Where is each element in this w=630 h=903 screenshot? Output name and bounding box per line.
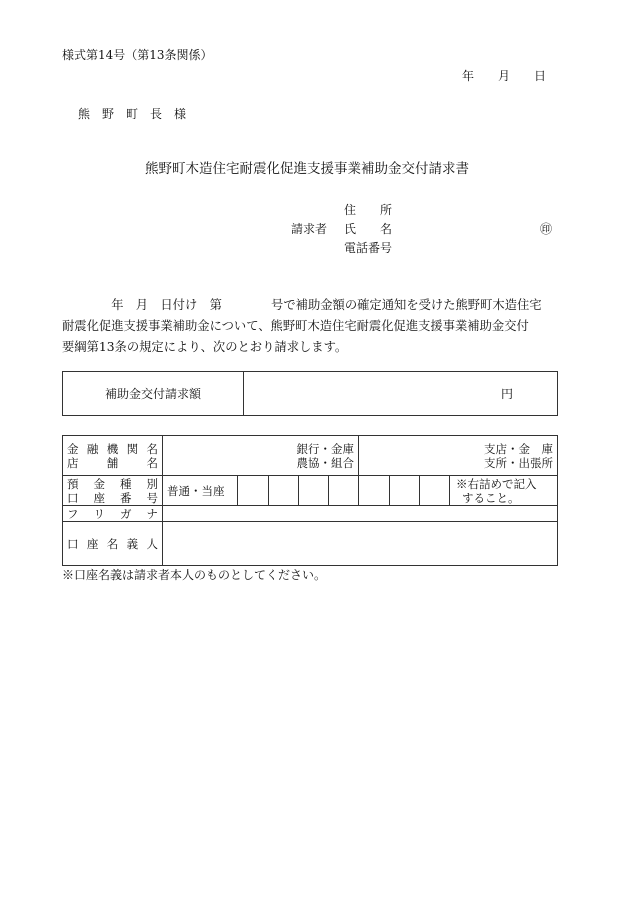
body-paragraph: [62, 295, 562, 358]
addressee: 熊 野 町 長 様: [78, 107, 187, 121]
furigana-field[interactable]: [163, 506, 558, 522]
name-label: 氏 名: [344, 222, 393, 236]
institution-row: [63, 436, 558, 476]
label-char: 名: [146, 455, 158, 470]
account-digit[interactable]: [390, 476, 420, 506]
label-char: 座: [93, 490, 105, 505]
label-char: 金: [93, 476, 105, 491]
label-char: 人: [146, 536, 158, 551]
label-char: 別: [146, 476, 158, 491]
label-char: 口: [67, 536, 79, 551]
label-char: 融: [86, 441, 99, 456]
label-char: フ: [67, 506, 79, 521]
account-digit[interactable]: [299, 476, 329, 506]
bank-name-field[interactable]: 銀行・金庫 農協・組合: [163, 436, 359, 476]
applicant-label: 請求者: [291, 222, 328, 236]
label-char: 義: [126, 536, 139, 551]
label-char: 機: [106, 441, 119, 456]
account-digit[interactable]: [238, 476, 269, 506]
label-char: 金: [67, 441, 79, 456]
account-holder-field[interactable]: [163, 522, 558, 566]
bank-table: [62, 435, 558, 566]
amount-box: [62, 371, 558, 416]
label-char: 預: [67, 476, 79, 491]
body-line: 耐震化促進支援事業補助金について、熊野町木造住宅耐震化促進支援事業補助金交付: [62, 319, 529, 333]
fill-note: ※右詰めで記入 すること。: [450, 476, 558, 506]
branch-name-field[interactable]: 支店・金 庫 支所・出張所: [359, 436, 558, 476]
phone-label: 電話番号: [344, 241, 393, 255]
account-digit[interactable]: [269, 476, 299, 506]
label-char: リ: [93, 506, 105, 521]
deposit-type-field[interactable]: 普通・当座: [163, 476, 238, 506]
label-char: 名: [146, 441, 158, 456]
footnote: ※口座名義は請求者本人のものとしてください。: [62, 568, 327, 582]
label-char: 番: [120, 490, 132, 505]
address-label: 住 所: [344, 203, 393, 217]
label-char: 号: [146, 490, 158, 505]
body-line: 年 月 日付け 第 号で補助金額の確定通知を受けた熊野町木造住宅: [62, 298, 542, 312]
form-number: 様式第14号（第13条関係）: [62, 48, 213, 62]
label-char: 名: [106, 536, 119, 551]
seal-mark: ㊞: [540, 222, 553, 236]
account-digit[interactable]: [420, 476, 450, 506]
label-char: 座: [86, 536, 99, 551]
label-char: 関: [126, 441, 139, 456]
holder-row: [63, 522, 558, 566]
furigana-row: [63, 506, 558, 522]
label-char: 舗: [106, 455, 119, 470]
label-char: ナ: [146, 506, 158, 521]
label-char: 種: [120, 476, 132, 491]
label-char: 口: [67, 490, 79, 505]
account-row: [63, 476, 558, 506]
yen-unit: 円: [500, 387, 513, 401]
body-line: 要綱第13条の規定により、次のとおり請求します。: [62, 340, 348, 354]
page-title: 熊野町木造住宅耐震化促進支援事業補助金交付請求書: [145, 161, 469, 177]
account-digit[interactable]: [359, 476, 390, 506]
amount-label: 補助金交付請求額: [63, 372, 244, 415]
date-line: 年 月 日: [462, 69, 547, 83]
label-char: ガ: [120, 506, 132, 521]
account-digit[interactable]: [329, 476, 359, 506]
label-char: 店: [67, 455, 79, 470]
